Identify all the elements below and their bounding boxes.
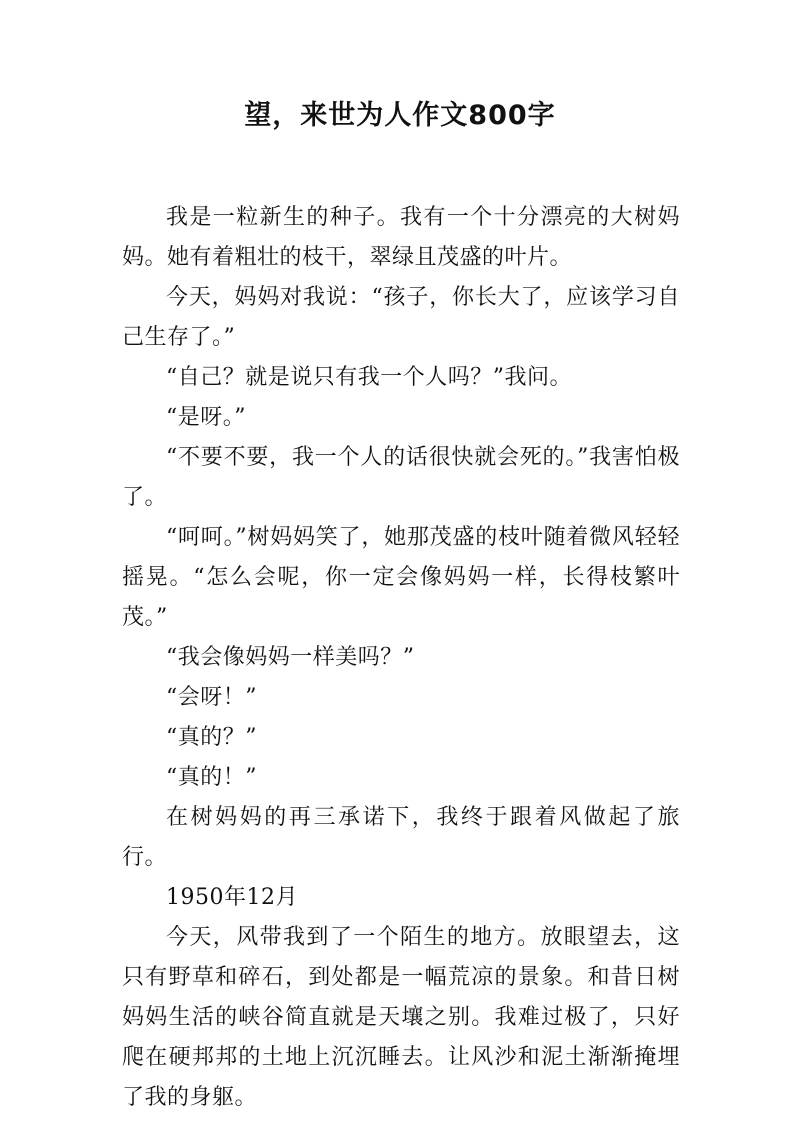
paragraph: 我是一粒新生的种子。我有一个十分漂亮的大树妈妈。她有着粗壮的枝干，翠绿且茂盛的叶片。 [122,205,680,270]
paragraph: 今天，风带我到了一个陌生的地方。放眼望去，这只有野草和碎石，到处都是一幅荒凉的景象。和昔日树妈妈生活的峡谷简直就是天壤之别。我难过极了，只好爬在硬邦邦的土地上沉沉睡去。让风沙和泥土渐渐掩埋了我的身躯。 [122,925,680,1110]
paragraph: “自己？就是说只有我一个人吗？”我问。 [166,365,572,390]
paragraph: 今天，妈妈对我说：“孩子，你长大了，应该学习自己生存了。” [122,285,680,350]
paragraph: “不要不要，我一个人的话很快就会死的。”我害怕极了。 [122,445,680,510]
paragraph: “真的？” [166,725,257,750]
paragraph: “真的！” [166,765,257,790]
paragraph: “我会像妈妈一样美吗？” [166,645,415,670]
paragraph: “是呀。” [166,405,246,430]
paragraph: 在树妈妈的再三承诺下，我终于跟着风做起了旅行。 [122,805,680,870]
document-title: 望，来世为人作文800字 [244,100,556,131]
document-body [122,198,680,1118]
date-heading: 1950年12月 [166,885,298,910]
paragraph: “会呀！” [166,685,257,710]
paragraph: “呵呵。”树妈妈笑了，她那茂盛的枝叶随着微风轻轻摇晃。“怎么会呢，你一定会像妈妈一样，长得枝繁叶茂。” [122,525,680,630]
